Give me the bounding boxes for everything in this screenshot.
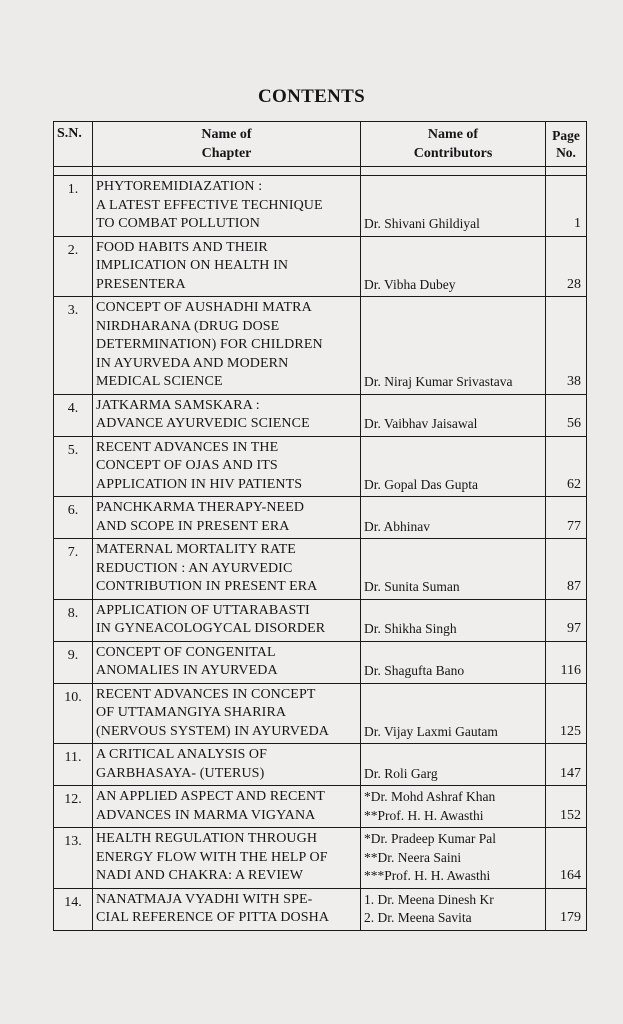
contributor-name: Dr. Gopal Das Gupta (364, 476, 478, 492)
header-page-line2: No. (556, 145, 576, 160)
table-header-row (54, 122, 587, 167)
row-serial-number: 11. (54, 744, 93, 786)
chapter-line: NADI AND CHAKRA: A REVIEW (96, 868, 304, 883)
row-chapter-name (93, 176, 361, 237)
chapter-line: GARBHASAYA- (UTERUS) (96, 765, 265, 781)
chapter-line: CONCEPT OF CONGENITAL (96, 644, 276, 660)
chapter-line: FOOD HABITS AND THEIR (96, 239, 268, 255)
page-title: CONTENTS (258, 86, 365, 107)
chapter-line: CONTRIBUTION IN PRESENT ERA (96, 579, 318, 594)
row-chapter-name (93, 786, 361, 828)
contributor-name: 2. Dr. Meena Savita (364, 910, 472, 925)
row-contributors (361, 176, 546, 237)
row-page-number: 147 (546, 744, 587, 786)
row-contributors (361, 497, 546, 539)
header-spacer (54, 167, 587, 176)
chapter-line: JATKARMA SAMSKARA : (96, 397, 260, 413)
chapter-line: A CRITICAL ANALYSIS OF (96, 747, 268, 762)
row-chapter-name (93, 888, 361, 930)
row-chapter-name (93, 599, 361, 641)
row-serial-number: 10. (54, 683, 93, 744)
table-row (54, 599, 587, 641)
row-page-number: 38 (546, 297, 587, 395)
row-chapter-name (93, 683, 361, 744)
row-chapter-name (93, 297, 361, 395)
row-serial-number: 6. (54, 497, 93, 539)
chapter-line: CIAL REFERENCE OF PITTA DOSHA (96, 910, 330, 925)
row-page-number: 87 (546, 539, 587, 600)
row-page-number: 116 (546, 641, 587, 683)
chapter-line: AN APPLIED ASPECT AND RECENT (96, 789, 325, 804)
row-chapter-name (93, 236, 361, 297)
row-chapter-name (93, 641, 361, 683)
table-row (54, 436, 587, 497)
chapter-line: MATERNAL MORTALITY RATE (96, 542, 296, 557)
contributor-name: Dr. Niraj Kumar Srivastava (364, 374, 513, 389)
contributor-name: Dr. Shikha Singh (364, 621, 457, 636)
row-chapter-name (93, 394, 361, 436)
row-chapter-name (93, 436, 361, 497)
row-serial-number: 5. (54, 436, 93, 497)
table-row (54, 786, 587, 828)
row-contributors (361, 394, 546, 436)
chapter-line: AND SCOPE IN PRESENT ERA (96, 518, 290, 534)
row-contributors (361, 539, 546, 600)
table-row (54, 641, 587, 683)
row-contributors (361, 744, 546, 786)
row-chapter-name (93, 744, 361, 786)
contributor-name: Dr. Vijay Laxmi Gautam (364, 723, 498, 739)
row-contributors (361, 641, 546, 683)
row-serial-number: 12. (54, 786, 93, 828)
contents-table (53, 121, 587, 931)
row-page-number: 164 (546, 828, 587, 889)
row-serial-number: 3. (54, 297, 93, 395)
chapter-line: HEALTH REGULATION THROUGH (96, 831, 318, 846)
contributor-name: 1. Dr. Meena Dinesh Kr (364, 891, 494, 907)
row-contributors (361, 236, 546, 297)
chapter-line: (NERVOUS SYSTEM) IN AYURVEDA (96, 723, 329, 739)
contributor-name: Dr. Vaibhav Jaisawal (364, 416, 478, 431)
chapter-line: IN AYURVEDA AND MODERN (96, 355, 289, 371)
row-page-number: 179 (546, 888, 587, 930)
table-row (54, 744, 587, 786)
chapter-line: ENERGY FLOW WITH THE HELP OF (96, 849, 328, 865)
table-row (54, 394, 587, 436)
chapter-line: IN GYNEACOLOGYCAL DISORDER (96, 621, 326, 636)
row-contributors (361, 828, 546, 889)
contents-rows (54, 176, 587, 931)
row-contributors (361, 888, 546, 930)
chapter-line: IMPLICATION ON HEALTH IN (96, 258, 289, 273)
contributor-name: Dr. Vibha Dubey (364, 276, 456, 292)
table-row (54, 828, 587, 889)
table-row (54, 683, 587, 744)
chapter-line: PRESENTERA (96, 276, 186, 292)
row-serial-number: 9. (54, 641, 93, 683)
row-page-number: 28 (546, 236, 587, 297)
header-sn: S.N. (54, 122, 93, 167)
row-chapter-name (93, 828, 361, 889)
chapter-line: RECENT ADVANCES IN CONCEPT (96, 686, 316, 702)
row-contributors (361, 786, 546, 828)
contributor-name: *Dr. Pradeep Kumar Pal (364, 831, 496, 846)
row-contributors (361, 297, 546, 395)
table-row (54, 236, 587, 297)
row-page-number: 152 (546, 786, 587, 828)
chapter-line: OF UTTAMANGIYA SHARIRA (96, 705, 287, 720)
contributor-name: Dr. Sunita Suman (364, 579, 460, 594)
contributor-name: Dr. Shagufta Bano (364, 663, 465, 678)
contributor-name: Dr. Abhinav (364, 518, 430, 534)
row-page-number: 62 (546, 436, 587, 497)
table-row (54, 497, 587, 539)
row-serial-number: 4. (54, 394, 93, 436)
chapter-line: ADVANCES IN MARMA VIGYANA (96, 807, 316, 823)
chapter-line: CONCEPT OF OJAS AND ITS (96, 458, 278, 473)
header-contrib-line2: Contributors (413, 146, 493, 161)
row-chapter-name (93, 539, 361, 600)
table-row (54, 297, 587, 395)
chapter-line: RECENT ADVANCES IN THE (96, 439, 279, 455)
header-chapter (93, 122, 361, 167)
contributor-name: **Prof. H. H. Awasthi (364, 807, 484, 823)
row-page-number: 97 (546, 599, 587, 641)
contributor-name: *Dr. Mohd Ashraf Khan (364, 789, 496, 804)
chapter-line: PANCHKARMA THERAPY-NEED (96, 500, 305, 515)
table-row (54, 888, 587, 930)
row-page-number: 125 (546, 683, 587, 744)
row-page-number: 77 (546, 497, 587, 539)
chapter-line: MEDICAL SCIENCE (96, 374, 223, 389)
contributor-name: ***Prof. H. H. Awasthi (364, 868, 491, 883)
chapter-line: A LATEST EFFECTIVE TECHNIQUE (96, 197, 323, 213)
row-serial-number: 13. (54, 828, 93, 889)
chapter-line: DETERMINATION) FOR CHILDREN (96, 337, 323, 352)
header-chapter-line2: Chapter (201, 146, 252, 161)
row-chapter-name (93, 497, 361, 539)
table-row (54, 176, 587, 237)
row-contributors (361, 683, 546, 744)
chapter-line: NIRDHARANA (DRUG DOSE (96, 318, 280, 334)
row-serial-number: 14. (54, 888, 93, 930)
row-page-number: 1 (546, 176, 587, 237)
chapter-line: PHYTOREMIDIAZATION : (96, 179, 263, 194)
chapter-line: NANATMAJA VYADHI WITH SPE- (96, 891, 313, 907)
header-contributors (361, 122, 546, 167)
contributor-name: Dr. Roli Garg (364, 765, 438, 781)
row-serial-number: 7. (54, 539, 93, 600)
contributor-name: Dr. Shivani Ghildiyal (364, 216, 480, 231)
table-row (54, 539, 587, 600)
chapter-line: ADVANCE AYURVEDIC SCIENCE (96, 416, 310, 431)
header-page (546, 122, 587, 167)
header-contrib-line1: Name of (427, 127, 479, 142)
chapter-line: ANOMALIES IN AYURVEDA (96, 663, 278, 678)
row-page-number: 56 (546, 394, 587, 436)
chapter-line: TO COMBAT POLLUTION (96, 216, 260, 231)
contributor-name: **Dr. Neera Saini (364, 849, 462, 865)
row-contributors (361, 436, 546, 497)
row-serial-number: 8. (54, 599, 93, 641)
row-serial-number: 2. (54, 236, 93, 297)
header-page-line1: Page (552, 128, 580, 143)
row-contributors (361, 599, 546, 641)
row-serial-number: 1. (54, 176, 93, 237)
chapter-line: APPLICATION OF UTTARABASTI (96, 602, 310, 618)
chapter-line: CONCEPT OF AUSHADHI MATRA (96, 300, 312, 315)
header-chapter-line1: Name of (201, 127, 252, 142)
chapter-line: APPLICATION IN HIV PATIENTS (96, 476, 303, 492)
chapter-line: REDUCTION : AN AYURVEDIC (96, 560, 293, 576)
